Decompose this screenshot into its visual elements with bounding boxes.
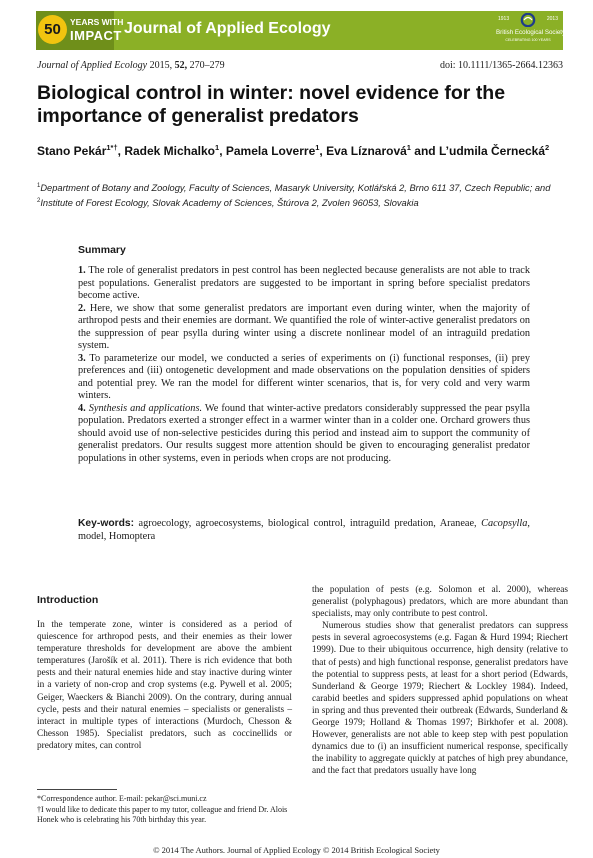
author: Pamela Loverre [225, 144, 316, 158]
summary-point: 1. The role of generalist predators in pest control has been neglected because generalists are not able to track pest populations. Generalist predators are suggested to be important in spring before specialist predators become active. [78, 265, 530, 301]
summary-point: 2. Here, we show that some generalist predators are important even during winter, when the majority of arthropod pests and their enemies are dormant. We quantified the role of winter-active generalist predators on the suppression of pear psylla during winter using a discrete nonlinear model of an intraguild predation system. [78, 302, 530, 351]
keywords: Key-words: agroecology, agroecosystems, biological control, intraguild predation, Araneae, Cacopsylla, model, Homoptera [78, 518, 530, 542]
society-swirl-icon [520, 13, 536, 27]
doi-link[interactable]: doi: 10.1111/1365-2664.12363 [439, 60, 563, 71]
summary-point: 3. To parameterize our model, we conducted a series of experiments on (i) functional responses, (ii) prey preferences and (iii) ontogenetic development and made observations on the population densities of spiders and potential prey. We ran the model for different winter scenarios, that is, for very cold and very warm winters. [78, 352, 530, 401]
author: Eva Líznarová [326, 144, 407, 158]
author-list: Stano Pekár$^{1*\dagger}$, Radek Michalko$^1$, Pamela Loverre$^1$, Eva Líznarová$^1$ and L’udmila Černecká$^2$ [37, 143, 550, 158]
badge-line2: IMPACT [70, 28, 122, 43]
journal-name: Journal of Applied Ecology [124, 20, 331, 37]
copyright-footer: © 2014 The Authors. Journal of Applied Ecology © 2014 British Ecological Society [153, 845, 440, 855]
summary-heading: Summary [78, 244, 126, 256]
footnotes [37, 794, 292, 826]
footnote-dedication: †I would like to dedicate this paper to my tutor, colleague and friend Dr. Alois Honek who is celebrating his 70th birthday this year. [37, 805, 288, 824]
affiliations: $^1$Department of Botany and Zoology, Faculty of Sciences, Masaryk University, Kotlářská 2, Brno 611 37, Czech Republic; and $^2$Institute of Forest Ecology, Slovak Academy of Sciences, Štúrova 2, Zvolen 96053, Slovakia [37, 183, 551, 209]
society-logo [496, 13, 566, 48]
author: Radek Michalko [124, 144, 216, 158]
body-paragraph: Numerous studies show that generalist predators can suppress pests in several agroecosystems (e.g. Fagan & Hurd 1994; Riechert 1999). Due to their ubiquitous occurrence, high density (relative to that of pests) and high functional response, generalist predators have the potential to suppress pests, at least for a short period (Edwards, Sunderland & George 1979; Riechert & Lockley 1984). Indeed, carabid beetles and spiders suppressed aphid populations on wheat in spring and thus prevented their outbreak (Edwards, Sunderland & George 1979; Holland & Thomas 1997; Birkhofer et al. 2008). However, generalists are not able to keep step with pest population dynamics due to (i) an insufficient numerical response, specifically the inability to aggregate quickly at patches of high prey abundance, and the fact that predators usually have long [312, 621, 568, 777]
author: L’udmila Černecká [438, 144, 546, 158]
society-year-left: 1913 [498, 16, 510, 22]
society-tagline: CELEBRATING 100 YEARS [505, 38, 551, 42]
summary-point: 4. Synthesis and applications. We found that winter-active predators considerably suppressed the pear psylla population. Predators exerted a stronger effect in a warmer winter than in a colder one. Orchard growers thus should avoid use of non-selective pesticides during this period and instead aim to support the community of generalist predators. Our results suggest more attention should be given to encouraging generalist predator populations in other systems, even in periods when crops are not producing. [78, 402, 530, 464]
introduction-heading: Introduction [37, 594, 99, 606]
society-name: British Ecological Society [496, 29, 566, 36]
body-paragraph: In the temperate zone, winter is considered as a period of quiescence for arthropod pests, and their enemies as their lower temperature thresholds for development are above the ambient temperatures (Jarošík et al. 2011). There is rich evidence that both pests and their natural enemies hide and stay inactive during winter in a variety of non-crop and crop systems (e.g. Pywell et al. 2005; Geiger, Waeckers & Bianchi 2009). On the contrary, during annual cycle, pests and their natural enemies – specialists or generalists – interact in multiple types of interactions (Murdoch, Chesson & Chesson 1985). Specialist predators, such as coccinellids or predatory mites, can control [37, 620, 292, 751]
article-title: Biological control in winter: novel evidence for the importance of generalist predators [37, 82, 506, 127]
anniversary-badge [36, 11, 124, 50]
badge-line1: YEARS WITH [70, 17, 124, 27]
right-column [312, 584, 568, 778]
society-year-right: 2013 [546, 16, 558, 22]
footnote-correspondence: *Correspondence author. E-mail: pekar@sci.muni.cz [37, 794, 207, 803]
badge-number: 50 [38, 15, 67, 44]
footnote-rule [37, 789, 117, 790]
left-column [37, 594, 292, 752]
summary-section [78, 244, 530, 465]
body-paragraph: the population of pests (e.g. Solomon et al. 2000), whereas generalist (polyphagous) predators, which are more abundant than specialists, may only contribute to pest control. [312, 585, 568, 620]
author: Stano Pekár [37, 144, 107, 158]
running-head-citation: Journal of Applied Ecology 2015, 52, 270–279 [37, 60, 225, 71]
